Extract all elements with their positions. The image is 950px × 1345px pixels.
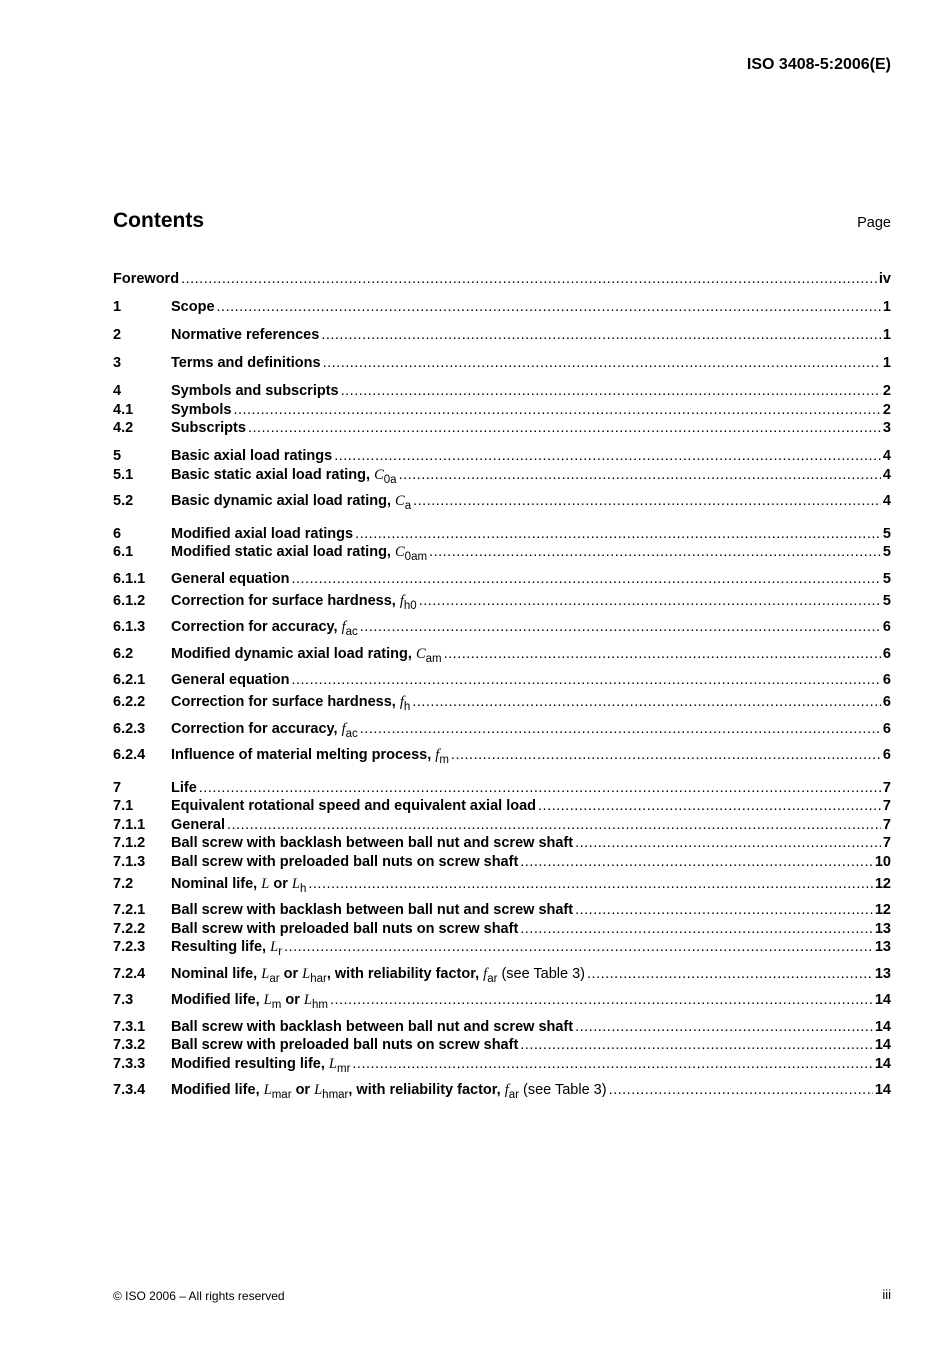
math-symbol: L (328, 1055, 337, 1072)
toc-entry-title-text: Foreword (113, 271, 180, 287)
math-subscript: mr (336, 1062, 351, 1075)
toc-entry-page: 7 (882, 798, 891, 814)
toc-entry-title (171, 592, 417, 616)
dot-leader (413, 492, 881, 511)
math-symbol: C (395, 544, 405, 560)
math-subscript: 0a (383, 473, 397, 486)
math-subscript: ar (269, 972, 280, 985)
toc-entry-title (171, 401, 231, 420)
toc-entry[interactable] (113, 1081, 891, 1104)
toc-entry-number: 7.3.2 (113, 1037, 146, 1053)
toc-entry[interactable] (113, 779, 891, 798)
math-subscript: ar (508, 1089, 519, 1101)
toc-entry-title (171, 382, 339, 401)
toc-entry[interactable] (113, 834, 891, 853)
toc-entry[interactable] (113, 1055, 891, 1078)
toc-entry-number: 7.2.4 (113, 965, 146, 982)
toc-entry-title-text: Life (171, 779, 197, 796)
toc-entry-page: 6 (882, 619, 891, 635)
toc-entry-page: 13 (874, 939, 891, 955)
toc-entry-title (171, 419, 246, 438)
toc-entry-number: 7.2.2 (113, 920, 146, 937)
toc-entry[interactable] (113, 618, 891, 641)
toc-entry-number: 3 (113, 355, 122, 371)
toc-entry-title (171, 875, 306, 899)
dot-leader (284, 938, 873, 957)
toc-entry[interactable] (113, 720, 891, 743)
math-symbol: C (374, 466, 384, 483)
toc-entry-page: 12 (874, 902, 891, 918)
toc-entry-title (171, 326, 319, 345)
toc-entry-title-cont: , with reliability factor, (348, 1082, 501, 1098)
toc-entry-title-text: Scope (171, 299, 215, 315)
toc-entry[interactable] (113, 875, 891, 898)
toc-entry-title (171, 853, 518, 872)
toc-entry[interactable] (113, 853, 891, 872)
dot-leader (321, 326, 881, 345)
toc-entry-number: 7.3.1 (113, 1018, 146, 1035)
math-subscript: m (271, 999, 282, 1011)
toc-entry-number: 6 (113, 525, 122, 542)
toc-entry[interactable] (113, 965, 891, 988)
toc-entry-number: 7.1.3 (113, 853, 146, 870)
toc-entry-title-text: Symbols (171, 401, 232, 418)
copyright-notice: © ISO 2006 – All rights reserved (113, 1289, 285, 1303)
math-symbol: L (263, 992, 272, 1008)
toc-entry-page: 3 (882, 420, 891, 436)
math-symbol: f (341, 619, 346, 635)
contents-heading: Contents (113, 209, 204, 232)
dot-leader (308, 875, 872, 894)
dot-leader (575, 834, 881, 853)
toc-entry-title (171, 618, 358, 642)
toc-entry-connector: or (285, 992, 300, 1008)
toc-entry[interactable] (113, 1018, 891, 1037)
toc-entry-title-text: Modified static axial load rating, (171, 544, 391, 560)
toc-entry[interactable] (113, 938, 891, 961)
toc-entry-title (171, 693, 410, 717)
toc-entry-page: 7 (882, 779, 891, 796)
dot-leader (451, 746, 881, 765)
math-symbol: f (483, 965, 488, 982)
toc-entry-page: 2 (882, 383, 891, 399)
dot-leader (360, 720, 881, 739)
page-column-label: Page (857, 215, 891, 231)
math-symbol: f (399, 694, 404, 710)
toc-entry-title (171, 720, 358, 744)
math-symbol: C (395, 493, 405, 509)
toc-entry[interactable] (113, 920, 891, 939)
toc-entry-page: 14 (874, 1037, 891, 1053)
toc-entry-page: 6 (882, 720, 891, 737)
toc-entry-title (171, 543, 427, 567)
toc-entry[interactable] (113, 797, 891, 816)
math-symbol: f (435, 747, 440, 763)
toc-entry[interactable] (113, 693, 891, 716)
math-subscript: a (404, 500, 412, 512)
math-subscript: hmar (322, 1089, 349, 1101)
toc-entry-page: 2 (882, 401, 891, 418)
toc-entry-page: iv (878, 271, 891, 287)
dot-leader (291, 570, 880, 589)
toc-entry-title-text: Ball screw with backlash between ball nut and screw shaft (171, 835, 574, 851)
toc-entry-number: 6.2.4 (113, 747, 146, 763)
dot-leader (330, 991, 873, 1010)
math-subscript: m (439, 754, 449, 766)
toc-entry-title-text: Subscripts (171, 420, 246, 436)
toc-entry-title-text: Modified resulting life, (171, 1055, 325, 1072)
dot-leader (520, 1036, 873, 1055)
math-symbol: L (303, 992, 312, 1008)
toc-entry[interactable] (113, 298, 891, 317)
toc-entry-title (171, 901, 573, 920)
dot-leader (538, 797, 881, 816)
toc-entry-connector: or (283, 965, 299, 982)
page-number: iii (882, 1287, 891, 1302)
toc-entry-page: 1 (882, 299, 891, 315)
toc-entry-title (171, 938, 282, 962)
document-id: ISO 3408-5:2006(E) (746, 56, 891, 73)
toc-entry-title-text: Modified life, (171, 1082, 260, 1098)
math-subscript: h (403, 701, 411, 713)
dot-leader (199, 779, 881, 798)
toc-entry-title-text: Modified dynamic axial load rating, (171, 645, 412, 662)
toc-entry[interactable] (113, 382, 891, 401)
toc-entry-number: 4.1 (113, 401, 134, 418)
toc-entry[interactable] (113, 525, 891, 544)
toc-entry[interactable] (113, 991, 891, 1014)
toc-entry[interactable] (113, 419, 891, 438)
math-subscript: am (425, 652, 442, 665)
dot-leader (360, 618, 881, 637)
dot-leader (444, 645, 881, 664)
toc-entry-page: 6 (882, 672, 891, 688)
toc-entry-page: 4 (882, 493, 891, 509)
toc-entry-title-text: General (171, 816, 225, 833)
dot-leader (181, 270, 877, 289)
math-symbol: f (504, 1082, 509, 1098)
dot-leader (419, 592, 881, 611)
toc-entry-title-text: Ball screw with preloaded ball nuts on screw shaft (171, 920, 519, 937)
toc-entry-page: 5 (882, 570, 891, 587)
math-symbol: L (314, 1082, 323, 1098)
toc-entry-page: 1 (882, 327, 891, 343)
toc-entry-title-text: Ball screw with backlash between ball nut and screw shaft (171, 902, 574, 918)
toc-entry-page: 14 (874, 1082, 891, 1098)
dot-leader (323, 354, 881, 373)
toc-entry-page: 6 (882, 694, 891, 710)
toc-entry-number: 4 (113, 383, 122, 399)
toc-entry-title-text: Basic dynamic axial load rating, (171, 493, 391, 509)
math-subscript: h (299, 882, 307, 895)
toc-entry-number: 7.3 (113, 992, 134, 1008)
toc-entry-number: 5.1 (113, 466, 134, 483)
math-symbol: L (302, 965, 311, 982)
toc-entry-title-text: Equivalent rotational speed and equivalent axial load (171, 798, 537, 814)
toc-entry-page: 12 (874, 875, 891, 892)
toc-entry-title (171, 671, 289, 690)
math-symbol: L (270, 939, 279, 955)
toc-entry-number: 4.2 (113, 420, 134, 436)
toc-entry-number: 6.2 (113, 645, 134, 662)
dot-leader (352, 1055, 872, 1074)
toc-entry-title-text: Ball screw with preloaded ball nuts on screw shaft (171, 1037, 519, 1053)
toc-entry-title (171, 779, 197, 798)
toc-entry-page: 4 (882, 448, 891, 464)
toc-entry[interactable] (113, 671, 891, 690)
toc-entry-title-text: Correction for accuracy, (171, 720, 338, 737)
toc-entry-page: 1 (882, 355, 891, 371)
toc-entry-page: 10 (874, 853, 891, 870)
toc-entry-number: 1 (113, 299, 122, 315)
toc-entry[interactable] (113, 447, 891, 466)
toc-entry-number: 7.2.3 (113, 939, 146, 955)
toc-entry-title-text: Ball screw with preloaded ball nuts on screw shaft (171, 853, 519, 870)
toc-entry-page: 14 (874, 992, 891, 1008)
toc-entry-title (171, 991, 328, 1015)
dot-leader (587, 965, 873, 984)
toc-entry-title-cont: , with reliability factor, (326, 965, 480, 982)
toc-entry-number: 7.3.3 (113, 1055, 146, 1072)
dot-leader (609, 1081, 873, 1100)
toc-entry-page: 14 (874, 1055, 891, 1072)
toc-entry-title-text: General equation (171, 672, 290, 688)
dot-leader (248, 419, 881, 438)
toc-entry-number: 6.1 (113, 544, 134, 560)
toc-entry[interactable] (113, 401, 891, 420)
toc-entry-number: 5.2 (113, 493, 134, 509)
toc-entry-title (171, 797, 536, 816)
math-subscript: har (310, 972, 327, 985)
toc-entry-number: 7 (113, 779, 122, 796)
dot-leader (575, 1018, 873, 1037)
toc-entry-title-text: Basic axial load ratings (171, 448, 333, 464)
dot-leader (412, 693, 881, 712)
toc-entry-number: 6.1.1 (113, 570, 146, 587)
toc-entry-number: 6.1.2 (113, 592, 146, 609)
toc-entry-note: (see Table 3) (523, 1082, 607, 1098)
toc-entry-title (171, 298, 215, 317)
toc-entry-title (171, 354, 321, 373)
toc-entry-title (171, 1036, 518, 1055)
toc-entry[interactable] (113, 354, 891, 373)
dot-leader (429, 543, 881, 562)
math-subscript: h0 (403, 599, 417, 612)
toc-entry-connector: or (273, 875, 288, 892)
toc-entry-page: 13 (874, 920, 891, 937)
math-symbol: C (415, 645, 426, 662)
dot-leader (520, 920, 873, 939)
toc-entry[interactable] (113, 326, 891, 345)
toc-entry-title (171, 965, 585, 989)
math-symbol: f (399, 592, 404, 609)
toc-entry-title-text: Symbols and subscripts (171, 383, 339, 399)
toc-entry[interactable] (113, 466, 891, 489)
toc-entry-number: 6.1.3 (113, 619, 146, 635)
toc-entry[interactable] (113, 492, 891, 515)
toc-entry[interactable] (113, 1036, 891, 1055)
toc-entry-number: 7.1.2 (113, 835, 146, 851)
dot-leader (575, 901, 873, 920)
math-symbol: L (261, 875, 270, 892)
toc-entry-page: 7 (882, 835, 891, 851)
toc-entry[interactable] (113, 543, 891, 566)
toc-entry-number: 6.2.3 (113, 720, 146, 737)
toc-entry-number: 7.2 (113, 875, 134, 892)
math-symbol: f (341, 720, 346, 737)
dot-leader (334, 447, 881, 466)
toc-entry-title (171, 492, 411, 516)
toc-entry-page: 6 (882, 645, 891, 662)
toc-entry-title (171, 447, 332, 466)
math-subscript: hm (311, 999, 328, 1011)
toc-entry-title (171, 645, 442, 669)
toc-entry-title (171, 1055, 350, 1079)
toc-entry-number: 7.2.1 (113, 902, 146, 918)
toc-entry[interactable] (113, 816, 891, 835)
math-subscript: ac (345, 626, 358, 638)
math-symbol: L (291, 875, 300, 892)
toc-entry-note: (see Table 3) (501, 965, 586, 982)
toc-entry-title (171, 570, 289, 589)
math-subscript: r (278, 946, 283, 958)
toc-entry-title-text: Basic static axial load rating, (171, 466, 371, 483)
math-symbol: L (263, 1082, 272, 1098)
toc-entry-page: 5 (882, 525, 891, 542)
toc-entry-title-text: Correction for accuracy, (171, 619, 338, 635)
toc-entry-title-text: Correction for surface hardness, (171, 694, 396, 710)
dot-leader (217, 298, 881, 317)
toc-entry-title-text: Normative references (171, 327, 320, 343)
toc-entry-title-text: Nominal life, (171, 965, 258, 982)
toc-entry-number: 2 (113, 327, 122, 343)
toc-entry-title-text: Nominal life, (171, 875, 258, 892)
toc-entry-title (171, 834, 573, 853)
dot-leader (399, 466, 881, 485)
toc-entry[interactable] (113, 901, 891, 920)
toc-entry-title-text: Influence of material melting process, (171, 747, 432, 763)
table-of-contents (113, 270, 891, 1104)
dot-leader (341, 382, 881, 401)
toc-entry-page: 13 (874, 965, 891, 982)
toc-entry-page: 7 (882, 816, 891, 833)
toc-entry-title-text: Resulting life, (171, 939, 267, 955)
toc-entry-page: 14 (874, 1018, 891, 1035)
toc-entry-title (171, 525, 353, 544)
dot-leader (291, 671, 880, 690)
toc-entry-number: 7.1.1 (113, 816, 146, 833)
toc-entry-title-text: General equation (171, 570, 290, 587)
math-subscript: mar (271, 1089, 292, 1101)
toc-entry-title-text: Ball screw with backlash between ball nut and screw shaft (171, 1018, 574, 1035)
toc-entry-title (171, 1018, 573, 1037)
toc-entry[interactable] (113, 592, 891, 615)
toc-entry-title (171, 1081, 607, 1105)
toc-entry-title-text: Terms and definitions (171, 355, 321, 371)
toc-entry-title-text: Correction for surface hardness, (171, 592, 396, 609)
toc-entry-title (113, 270, 179, 289)
math-subscript: ar (487, 972, 498, 985)
toc-entry-title-text: Modified axial load ratings (171, 525, 354, 542)
toc-entry[interactable] (113, 746, 891, 769)
dot-leader (227, 816, 881, 835)
toc-entry-title (171, 920, 518, 939)
math-subscript: 0am (404, 551, 428, 563)
dot-leader (233, 401, 880, 420)
toc-entry-connector: or (295, 1082, 311, 1098)
toc-entry-page: 6 (882, 747, 891, 763)
toc-entry[interactable] (113, 570, 891, 589)
toc-entry-title (171, 466, 397, 490)
toc-entry-number: 6.2.2 (113, 694, 146, 710)
toc-entry-number: 7.1 (113, 798, 134, 814)
toc-entry-title (171, 746, 449, 770)
toc-entry-page: 5 (882, 592, 891, 609)
toc-entry-page: 5 (882, 544, 891, 560)
toc-entry-number: 6.2.1 (113, 672, 146, 688)
toc-entry-number: 5 (113, 448, 122, 464)
toc-entry-page: 4 (882, 466, 891, 483)
toc-entry[interactable] (113, 270, 891, 289)
toc-entry[interactable] (113, 645, 891, 668)
dot-leader (520, 853, 873, 872)
toc-entry-title-text: Modified life, (171, 992, 260, 1008)
toc-entry-number: 7.3.4 (113, 1082, 146, 1098)
math-subscript: ac (345, 727, 358, 740)
dot-leader (355, 525, 881, 544)
math-symbol: L (261, 965, 270, 982)
toc-entry-title (171, 816, 225, 835)
